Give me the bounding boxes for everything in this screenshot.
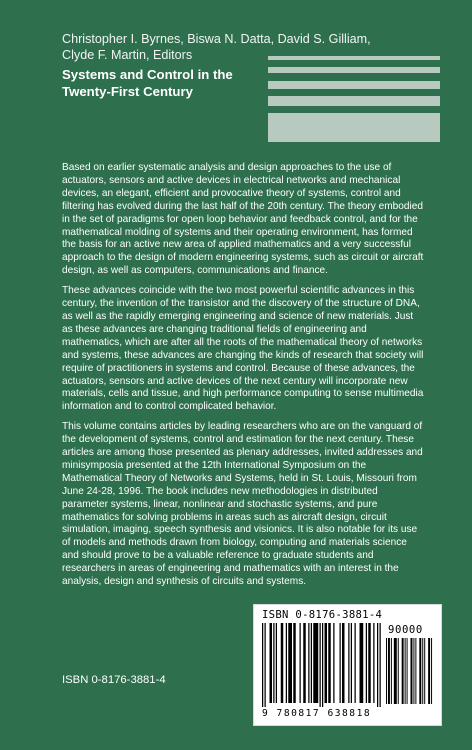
- barcode-bar: [355, 623, 356, 703]
- book-title-line2: Twenty-First Century: [62, 84, 193, 99]
- barcode-bar: [407, 638, 408, 704]
- decorative-stripe: [268, 113, 440, 142]
- barcode-bar: [424, 638, 425, 704]
- barcode-bar: [342, 623, 345, 703]
- editors: Christopher I. Byrnes, Biswa N. Datta, David S. Gilliam, Clyde F. Martin, Editors: [62, 32, 371, 62]
- isbn-text: ISBN 0-8176-3881-4: [62, 674, 166, 686]
- barcode-bar: [366, 623, 367, 703]
- barcode-bar: [311, 623, 312, 703]
- barcode-bar: [322, 623, 323, 707]
- barcode-bar: [405, 638, 406, 704]
- barcode-bar: [398, 638, 399, 704]
- description-paragraph-3: This volume contains articles by leading researchers who are on the vanguard of the development of systems, control and estimation for the next century. These articles are among those presented as plenary addresses, invited addresses and minisymposia presented at the 12th International Symposium on the Mathematical Theory of Networks and Systems, held in St. Louis, Missouri from June 24-28, 1996. The book includes new methodologies in distributed parameter systems, linear, nonlinear and stochastic systems, and pure mathematics for solving problems in areas such as aircraft design, circuit simulation, imaging, speech synthesis and visionics. It is also notable for its use of models and methods drawn from biology, computing and materials science and should prove to be a valuable reference to graduate students and researchers in areas of engineering and mathematics with an interest in the analysis, design and synthesis of circuits and systems.: [62, 421, 423, 588]
- barcode-bar: [380, 623, 381, 707]
- barcode-isbn-label: ISBN 0-8176-3881-4: [262, 609, 383, 621]
- barcode-bar: [262, 623, 263, 707]
- description: [62, 162, 424, 596]
- barcode-bar: [320, 623, 321, 707]
- decorative-stripe: [268, 81, 440, 89]
- barcode-bar: [340, 623, 341, 703]
- decorative-stripe: [268, 56, 440, 60]
- barcode-bar: [286, 623, 287, 703]
- barcode-bar: [422, 638, 423, 704]
- description-paragraph-2: These advances coincide with the two most powerful scientific advances in this century, the invention of the transistor and the discovery of the structure of DNA, as well as the rapidly emerging engineering and science of new materials. Just as these advances are changing traditional fields of engineering and mathematics, which are after all the roots of the mathematical theory of networks and systems, these advances are changing the kinds of research that society will require of practitioners in systems and control. Because of these advances, the actuators, sensors and active devices of the next century will incorporate new materials, cells and tissue, and high performance computing to sense multimedia information and to control complicated behavior.: [62, 285, 424, 413]
- barcode-bar: [303, 623, 306, 703]
- barcode-bar: [281, 623, 284, 703]
- barcode-bar: [386, 638, 387, 704]
- barcode-bar: [351, 623, 352, 703]
- barcode-bar: [431, 638, 432, 704]
- barcode-bar: [411, 638, 413, 704]
- barcode-panel: [253, 604, 442, 726]
- description-paragraph-1: Based on earlier systematic analysis and design approaches to the use of actuators, sensors and active devices in electrical networks and mechanical devices, an elegant, efficient and provocative theory of systems, control and filtering has evolved during the last half of the 20th century. The theory embodied in the set of paradigms for open loop behavior and feedback control, and for the mathematical molding of systems and their operating environment, has formed the basis for an active new area of applied mathematics and a very successful approach to the design of modern engineering systems, such as circuit or aircraft design, as well as computers, communications and finance.: [62, 162, 424, 277]
- barcode-bar: [377, 623, 378, 707]
- barcode-bar: [413, 638, 414, 704]
- barcode-bar: [308, 623, 309, 703]
- barcode-bar: [265, 623, 266, 707]
- barcode-digits: 9 780817 638818: [262, 708, 372, 719]
- book-title-line1: Systems and Control in the: [62, 67, 233, 82]
- barcode-bar: [273, 623, 274, 703]
- barcode-bar: [276, 623, 277, 703]
- decorative-stripe: [268, 96, 440, 106]
- barcode-bar: [415, 638, 416, 704]
- barcode-bar: [328, 623, 331, 703]
- barcode-bar: [388, 638, 390, 704]
- barcode-bar: [288, 623, 292, 703]
- barcode-bar: [293, 623, 296, 703]
- decorative-stripe: [268, 67, 440, 73]
- barcode-bar: [428, 638, 430, 704]
- barcode-addon-number: 90000: [388, 624, 423, 636]
- barcode-bar: [270, 623, 273, 703]
- barcode-bar: [300, 623, 301, 703]
- barcode-bar: [333, 623, 334, 703]
- barcode-bar: [360, 623, 364, 703]
- barcode-bar: [373, 623, 374, 703]
- barcode-bar: [402, 638, 404, 704]
- barcode-addon-bars: [386, 638, 434, 704]
- barcode-bar: [313, 623, 318, 703]
- barcode-bars: [262, 623, 384, 707]
- barcode-bar: [419, 638, 421, 704]
- barcode-bar: [394, 638, 397, 704]
- barcode-bar: [325, 623, 328, 703]
- barcode-bar: [368, 623, 371, 703]
- barcode-bar: [348, 623, 349, 703]
- barcode-bar: [391, 638, 392, 704]
